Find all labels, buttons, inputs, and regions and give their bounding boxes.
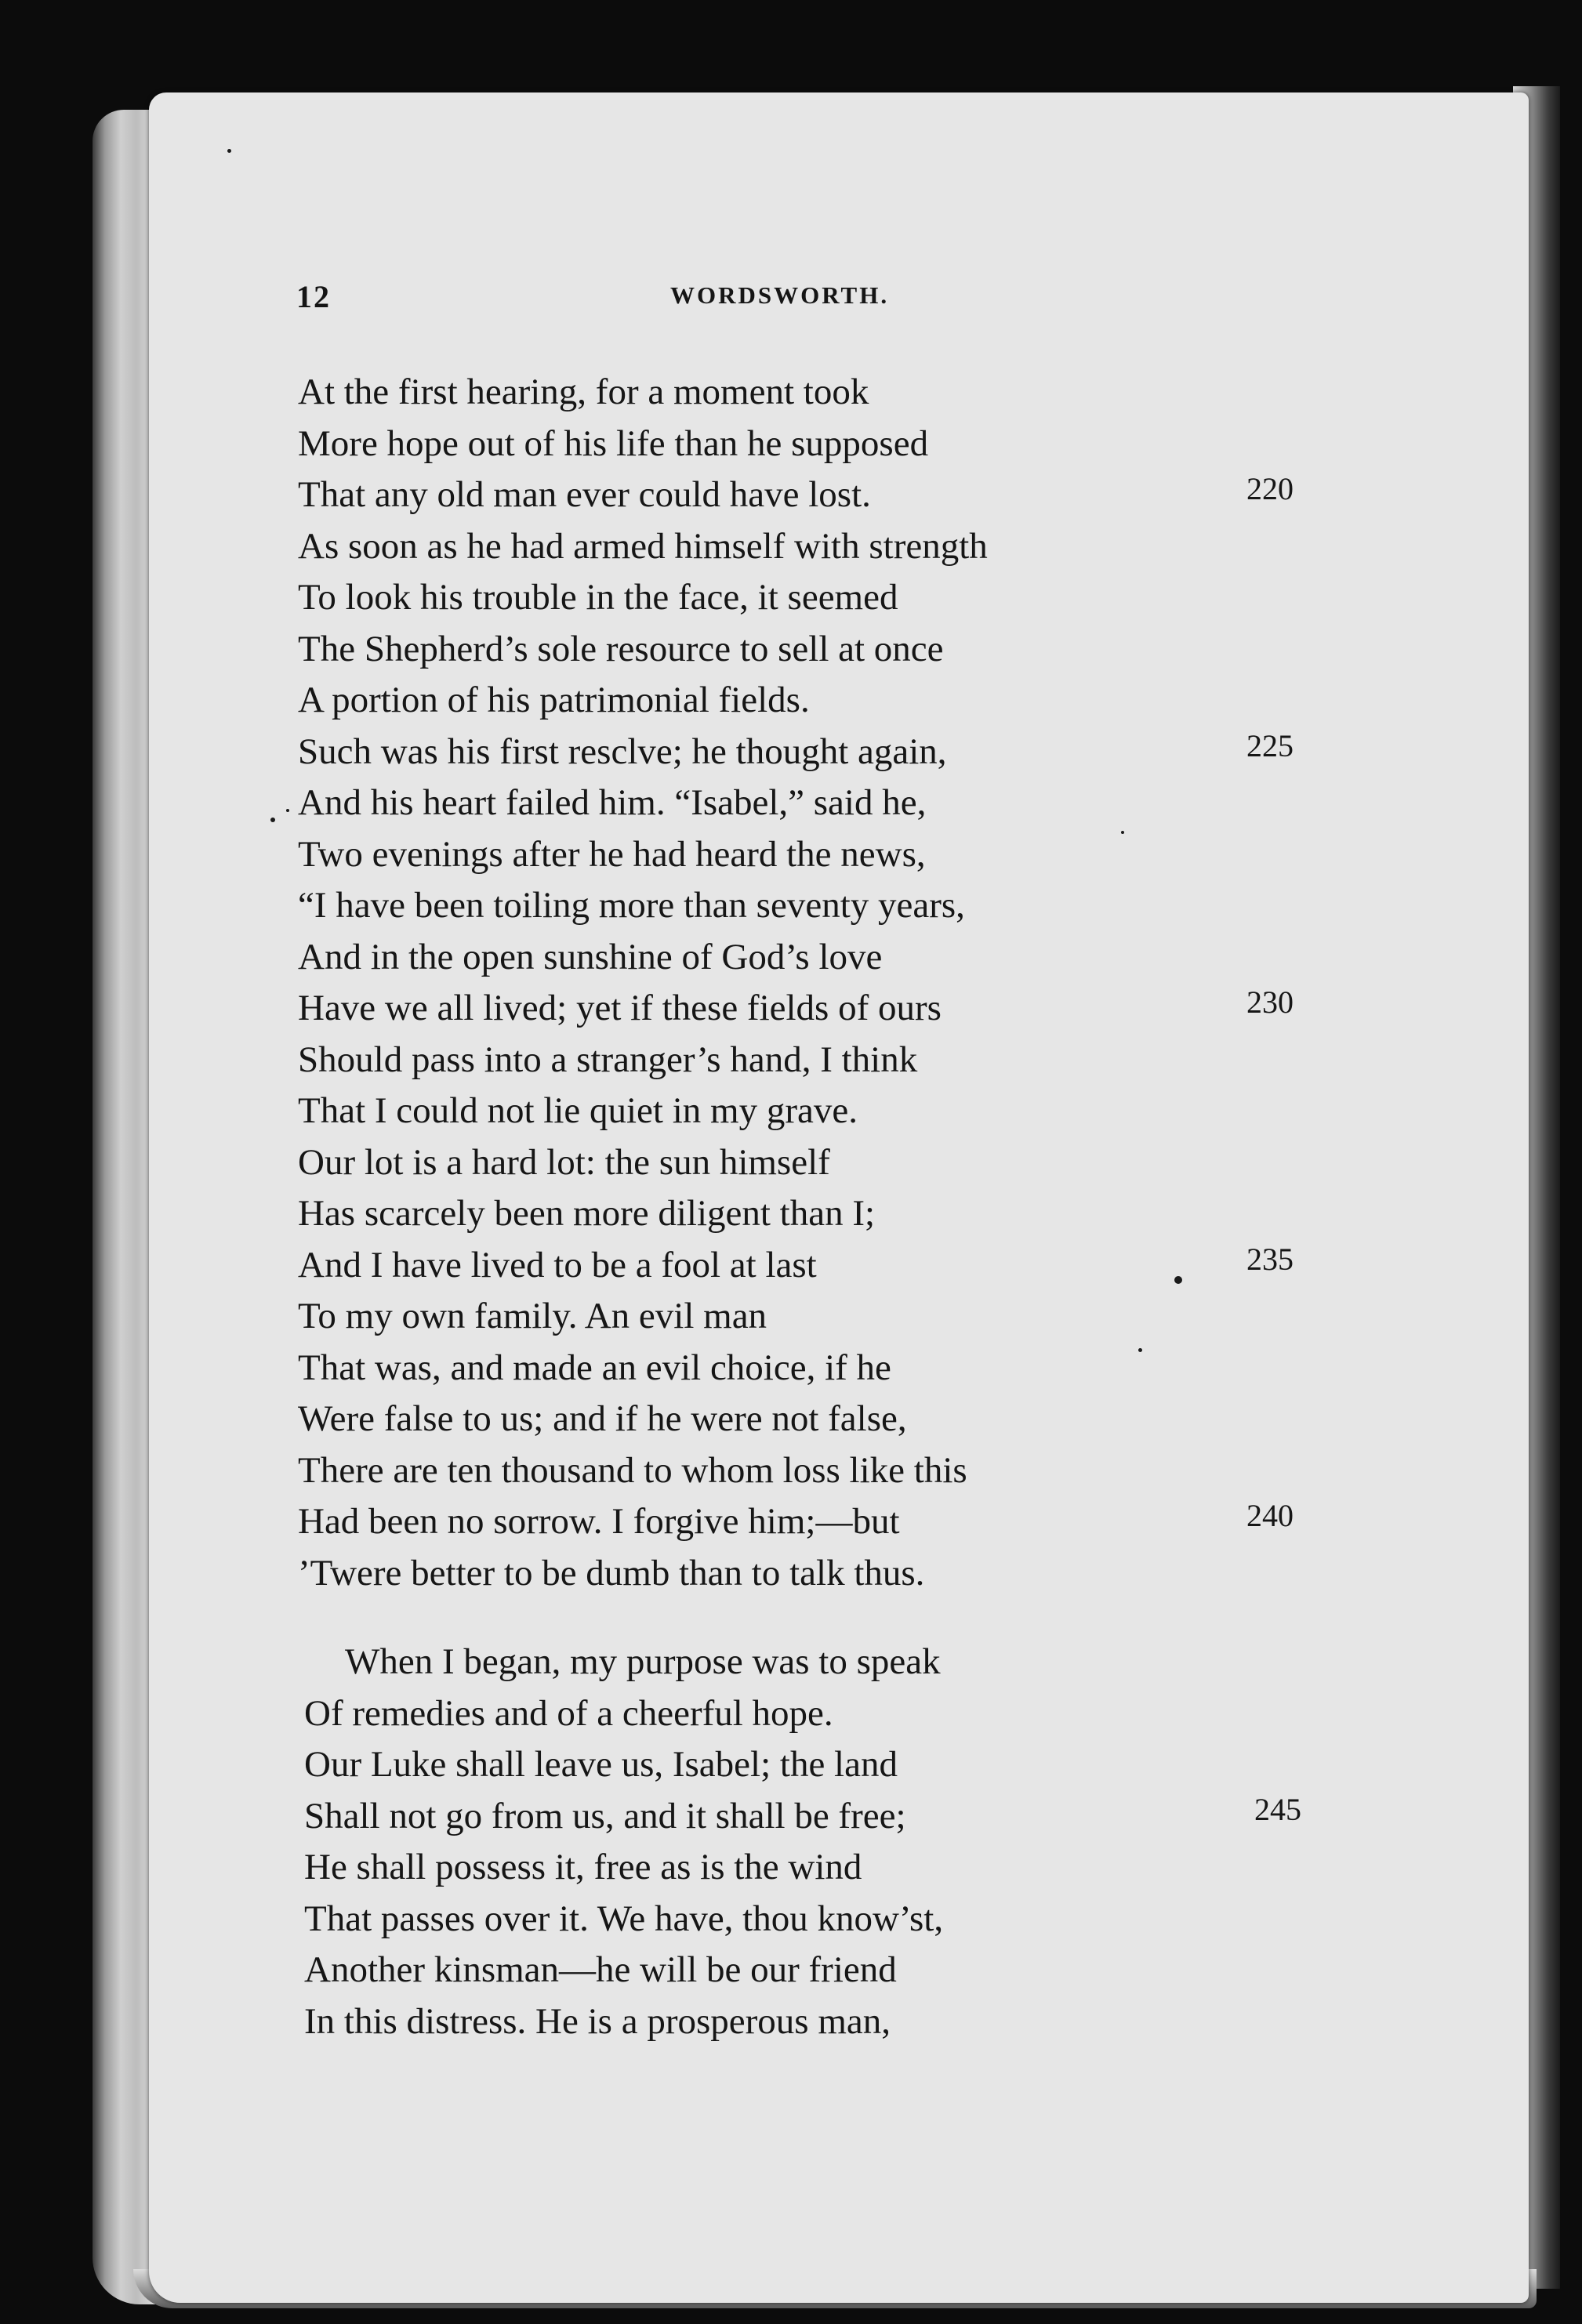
stanza-1: [298, 367, 988, 1599]
verse-line: Had been no sorrow. I forgive him;—but: [298, 1501, 900, 1542]
verse-line: Of remedies and of a cheerful hope.: [304, 1692, 833, 1734]
verse-line: The Shepherd’s sole resource to sell at once: [298, 628, 944, 669]
line-number: 225: [1246, 728, 1294, 763]
verse-line: To my own family. An evil man: [298, 1296, 767, 1336]
verse-line: More hope out of his life than he supposed: [298, 422, 929, 464]
verse-line: ’Twere better to be dumb than to talk thus.: [298, 1552, 925, 1593]
verse-line: At the first hearing, for a moment took: [298, 372, 869, 412]
stanza-2: [304, 1637, 943, 2047]
verse-line: Should pass into a stranger’s hand, I think: [298, 1039, 918, 1080]
line-number: 245: [1254, 1792, 1301, 1827]
verse-line: Two evenings after he had heard the news,: [298, 833, 926, 875]
verse-line: Such was his first resclve; he thought again,: [298, 731, 947, 772]
line-number: 230: [1246, 984, 1294, 1020]
verse-line: In this distress. He is a prosperous man,: [304, 2000, 891, 2042]
verse-line: Were false to us; and if he were not false,: [298, 1398, 907, 1439]
line-number: 220: [1246, 471, 1294, 506]
verse-line: He shall possess it, free as is the wind: [304, 1847, 862, 1887]
verse-line: There are ten thousand to whom loss like this: [298, 1449, 967, 1491]
dust-speck: [1138, 1348, 1142, 1352]
verse-line: “I have been toiling more than seventy years,: [298, 885, 965, 926]
verse-line: That I could not lie quiet in my grave.: [298, 1090, 858, 1131]
verse-line: And his heart failed him. “Isabel,” said he,: [298, 782, 927, 823]
verse-line: That was, and made an evil choice, if he: [298, 1347, 891, 1388]
page-number: 12: [296, 279, 331, 314]
line-number: 235: [1246, 1242, 1294, 1277]
verse-line: Our lot is a hard lot: the sun himself: [298, 1141, 830, 1183]
page-block-left-edge: [93, 110, 155, 2304]
verse-line: Have we all lived; yet if these fields of ours: [298, 988, 942, 1028]
verse-line: Another kinsman—he will be our friend: [304, 1949, 897, 1990]
line-number: 240: [1246, 1498, 1294, 1533]
verse-line: And in the open sunshine of God’s love: [298, 936, 883, 977]
running-title: WORDSWORTH.: [670, 281, 890, 309]
verse-line: Has scarcely been more diligent than I;: [298, 1193, 876, 1234]
verse-line: Shall not go from us, and it shall be free;: [304, 1795, 906, 1836]
dust-speck: [227, 149, 231, 153]
running-head: [0, 278, 1582, 317]
verse-line: That any old man ever could have lost.: [298, 474, 871, 515]
verse-line: To look his trouble in the face, it seemed: [298, 577, 898, 618]
verse-line: And I have lived to be a fool at last: [298, 1244, 817, 1285]
verse-line: That passes over it. We have, thou know’st,: [304, 1898, 944, 1939]
dust-speck: [1121, 831, 1124, 834]
dust-speck: [1174, 1276, 1182, 1284]
verse-line: When I began, my purpose was to speak: [345, 1641, 941, 1682]
verse-line: As soon as he had armed himself with strength: [298, 525, 988, 567]
dust-speck: [286, 809, 289, 812]
verse-line: Our Luke shall leave us, Isabel; the land: [304, 1744, 898, 1785]
verse-line: A portion of his patrimonial fields.: [298, 680, 810, 720]
dust-speck: [270, 818, 275, 822]
